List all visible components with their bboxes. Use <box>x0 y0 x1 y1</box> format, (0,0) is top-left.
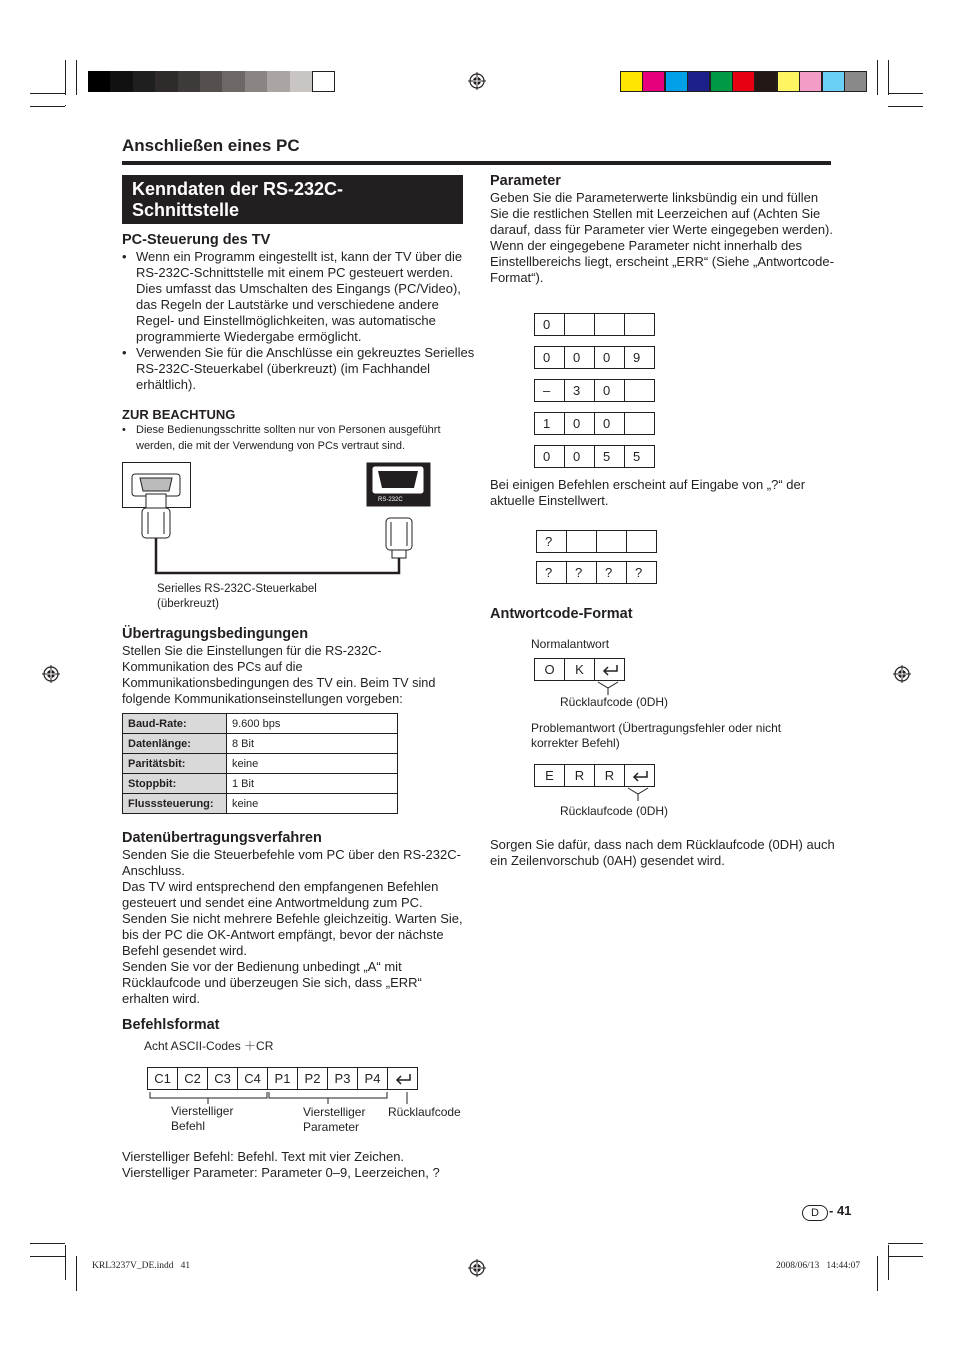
return-key-icon <box>594 658 625 681</box>
grid-cell <box>626 530 657 553</box>
grid-cell: 1 <box>534 412 565 435</box>
grid-cell: 0 <box>534 313 565 336</box>
note-bullets <box>122 422 481 454</box>
slug-file: KRL3237V_DE.indd 41 <box>92 1261 191 1271</box>
grid-cell: 0 <box>564 412 595 435</box>
table-key: Stoppbit: <box>123 774 227 794</box>
color-swatch <box>665 71 688 92</box>
cable-caption-line-1: Serielles RS-232C-Steuerkabel <box>157 583 317 595</box>
table-value: keine <box>227 754 398 774</box>
grid-cell: – <box>534 379 565 402</box>
query-text: Bei einigen Befehlen erscheint auf Eingabe von „?“ der aktuelle Einstellwert. <box>490 477 806 508</box>
section-title: Anschließen eines PC <box>122 136 300 155</box>
page-heading-line-2: Schnittstelle <box>132 200 240 220</box>
table-row <box>123 714 398 734</box>
pc-control-bullets <box>122 249 476 393</box>
grid-cell: 0 <box>594 412 625 435</box>
grid-cell: K <box>564 658 595 681</box>
procedure-text: Senden Sie die Steuerbefehle vom PC über den RS-232C-Anschluss. Das TV wird entsprechend den empfangenen Befehlen gesteuert und sendet eine Antwortmeldung zum PC. Senden Sie nicht mehrere Befehle gleichzeitig. Warten Sie, bis der PC die OK-Antwort empfängt, bevor der nächste Befehl gesendet wird. Senden Sie vor der Bedienung unbedingt „A“ mit Rücklaufcode und überzeugen Sie sich, dass „ERR“ erhalten wird. <box>122 847 463 1006</box>
query-example-row <box>537 530 657 553</box>
table-row <box>123 794 398 814</box>
parameter-example-row <box>535 313 655 336</box>
gray-swatch <box>155 71 178 92</box>
command-format-line-2: Vierstelliger Parameter: Parameter 0–9, Leerzeichen, ? <box>122 1165 440 1180</box>
color-swatch <box>687 71 710 92</box>
grid-cell: C2 <box>177 1067 208 1090</box>
command-label-line-1: Vierstelliger <box>171 1104 234 1118</box>
return-pointer <box>620 786 660 802</box>
transfer-heading: Übertragungsbedingungen <box>122 626 309 642</box>
color-swatch <box>620 71 643 92</box>
grid-cell: 5 <box>594 445 625 468</box>
registration-target-icon <box>893 665 911 683</box>
procedure-heading: Datenübertragungsverfahren <box>122 830 322 846</box>
command-label-line-2: Befehl <box>171 1119 206 1133</box>
grid-cell: 5 <box>624 445 655 468</box>
grid-cell: ? <box>596 561 627 584</box>
grid-cell: R <box>594 764 625 787</box>
command-label-line-2: Parameter <box>303 1120 360 1134</box>
color-swatch <box>822 71 845 92</box>
command-format-caption: Acht ASCII-Codes ＋CR <box>144 1039 274 1053</box>
transfer-conditions-table <box>122 713 398 814</box>
grid-cell <box>624 313 655 336</box>
table-key: Baud-Rate: <box>123 714 227 734</box>
grid-cell: ? <box>536 530 567 553</box>
transfer-text: Stellen Sie die Einstellungen für die RS-232C-Kommunikation des PCs auf die Kommunikationsbedingungen des TV ein. Beim TV sind folgende Kommunikationseinstellungen vorgeben: <box>122 644 436 706</box>
table-value: 1 Bit <box>227 774 398 794</box>
grid-cell: C3 <box>207 1067 238 1090</box>
color-swatch <box>844 71 867 92</box>
return-label-err: Rücklaufcode (0DH) <box>560 804 669 818</box>
grid-cell: 9 <box>624 346 655 369</box>
grid-cell <box>594 313 625 336</box>
grid-cell: 0 <box>534 445 565 468</box>
return-key-icon <box>387 1067 418 1090</box>
ok-response-grid <box>535 658 625 681</box>
table-value: 8 Bit <box>227 734 398 754</box>
cable-caption <box>157 582 317 612</box>
page-language-badge: D <box>802 1205 828 1221</box>
page-heading-line-1: Kenndaten der RS-232C- <box>132 179 344 199</box>
registration-target-icon <box>468 1259 486 1277</box>
grid-cell <box>564 313 595 336</box>
query-example-row <box>537 561 657 584</box>
return-label-ok: Rücklaufcode (0DH) <box>560 695 669 709</box>
pc-control-heading: PC-Steuerung des TV <box>122 232 271 248</box>
table-key: Flusssteuerung: <box>123 794 227 814</box>
parameter-example-row <box>535 412 655 435</box>
table-key: Datenlänge: <box>123 734 227 754</box>
grid-cell: 0 <box>594 379 625 402</box>
parameter-example-row <box>535 346 655 369</box>
grid-cell: P4 <box>357 1067 388 1090</box>
grid-cell: 0 <box>534 346 565 369</box>
grid-cell: C4 <box>237 1067 268 1090</box>
gray-swatch <box>290 71 313 92</box>
grid-cell: ? <box>626 561 657 584</box>
grid-cell: R <box>564 764 595 787</box>
command-format-heading: Befehlsformat <box>122 1017 220 1033</box>
cable-caption-line-2: (überkreuzt) <box>157 598 219 610</box>
grid-cell: 3 <box>564 379 595 402</box>
normal-response-label: Normalantwort <box>531 637 610 651</box>
command-format-line-1: Vierstelliger Befehl: Befehl. Text mit vier Zeichen. <box>122 1149 405 1164</box>
connection-diagram <box>120 458 440 583</box>
color-swatch <box>754 71 777 92</box>
grid-cell: 0 <box>564 346 595 369</box>
table-key: Paritätsbit: <box>123 754 227 774</box>
color-swatch <box>732 71 755 92</box>
gray-swatch <box>178 71 201 92</box>
color-swatch <box>777 71 800 92</box>
pc-control-bullet-1: • Wenn ein Programm eingestellt ist, kann der TV über die RS-232C-Schnittstelle mit einem PC gesteuert werden. Dies umfasst das Umschalten des Eingangs (PC/Video), das Regeln der Lautstärke und verschiedene andere Regel- und Einstellmöglichkeiten, was automatische programmierte Wiedergabe ermöglicht. <box>136 249 476 345</box>
color-swatch <box>642 71 665 92</box>
table-value: 9.600 bps <box>227 714 398 734</box>
grid-cell: 0 <box>564 445 595 468</box>
response-heading: Antwortcode-Format <box>490 606 633 622</box>
grid-cell <box>624 379 655 402</box>
command-label-return: Rücklaufcode <box>388 1105 461 1119</box>
grid-cell: 0 <box>594 346 625 369</box>
section-rule <box>122 161 831 165</box>
table-value: keine <box>227 794 398 814</box>
grid-cell <box>624 412 655 435</box>
command-label-befehl <box>171 1104 233 1134</box>
gray-swatch <box>245 71 268 92</box>
gray-swatch <box>222 71 245 92</box>
gray-swatch <box>110 71 133 92</box>
return-pointer <box>590 680 630 696</box>
command-label-parameter <box>303 1105 365 1135</box>
grid-cell: E <box>534 764 565 787</box>
table-row <box>123 754 398 774</box>
page-number-value: 41 <box>836 1203 852 1218</box>
problem-response-label: Problemantwort (Übertragungsfehler oder nicht korrekter Befehl) <box>531 721 782 750</box>
rs232c-port-label: RS-232C <box>378 497 403 503</box>
slug-date: 2008/06/13 14:44:07 <box>776 1261 861 1271</box>
note-heading: ZUR BEACHTUNG <box>122 407 236 422</box>
grid-cell: C1 <box>147 1067 178 1090</box>
grid-cell: ? <box>536 561 567 584</box>
parameter-example-row <box>535 379 655 402</box>
parameter-text: Geben Sie die Parameterwerte linksbündig ein und füllen Sie die restlichen Stellen mit Leerzeichen auf (Achten Sie darauf, dass für Parameter vier Werte eingegeben werden). Wenn der eingegebene Parameter nicht innerhalb des Einstellbereichs liegt, erscheint „ERR“ (Siehe „Antwortcode-Format“). <box>490 190 834 285</box>
grid-cell: P3 <box>327 1067 358 1090</box>
grid-cell <box>566 530 597 553</box>
page-number: - 41 <box>829 1203 852 1218</box>
grid-cell: P1 <box>267 1067 298 1090</box>
color-swatch <box>799 71 822 92</box>
pc-control-bullet-2: • Verwenden Sie für die Anschlüsse ein gekreuztes Serielles RS-232C-Steuerkabel (überkreuzt) (im Fachhandel erhältlich). <box>136 345 476 393</box>
gray-swatch <box>200 71 223 92</box>
grid-cell <box>596 530 627 553</box>
command-label-line-1: Vierstelliger <box>303 1105 366 1119</box>
gray-swatch <box>133 71 156 92</box>
grid-cell: P2 <box>297 1067 328 1090</box>
command-format-grid <box>148 1067 418 1090</box>
note-bullet: • Diese Bedienungsschritte sollten nur von Personen ausgeführt werden, die mit der Verwendung von PCs vertraut sind. <box>136 422 481 454</box>
registration-target-icon <box>42 665 60 683</box>
gray-swatch <box>88 71 111 92</box>
registration-target-icon <box>468 72 486 90</box>
table-row <box>123 734 398 754</box>
parameter-example-row <box>535 445 655 468</box>
grid-cell: O <box>534 658 565 681</box>
return-key-icon <box>624 764 655 787</box>
gray-swatch <box>312 71 335 92</box>
table-row <box>123 774 398 794</box>
grid-cell: ? <box>566 561 597 584</box>
parameter-heading: Parameter <box>490 173 561 189</box>
response-footer: Sorgen Sie dafür, dass nach dem Rücklaufcode (0DH) auch ein Zeilenvorschub (0AH) gesendet wird. <box>490 837 835 868</box>
gray-swatch <box>267 71 290 92</box>
err-response-grid <box>535 764 655 787</box>
page-heading-box <box>122 175 463 224</box>
color-swatch <box>710 71 733 92</box>
